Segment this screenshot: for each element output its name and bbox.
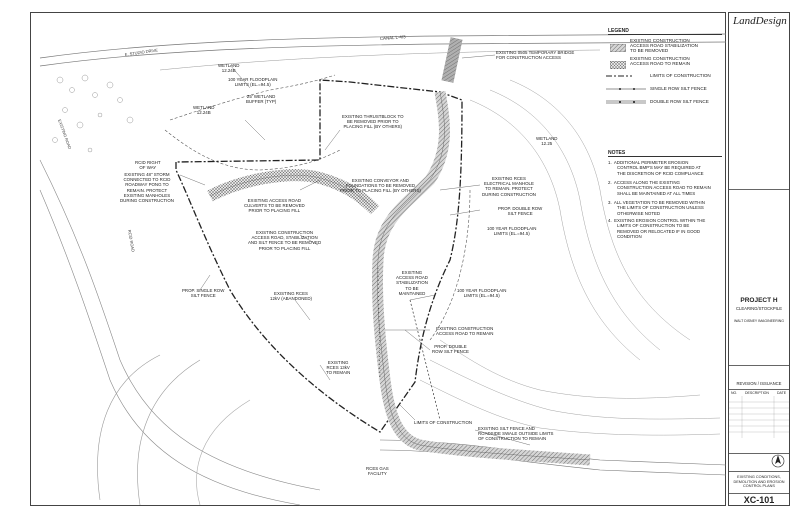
rcid-road-label: RCID ROAD (127, 229, 136, 253)
callout-thrustblock (342, 114, 403, 130)
legend-item-1-line-2: ACCESS ROAD STABILIZATION (630, 43, 698, 48)
callout-floodplain-2 (487, 226, 536, 236)
callout-manhole-line-1: EXISTING RCES (491, 176, 526, 181)
legend-rule (608, 34, 722, 35)
callout-culverts-line-1: EXISTING ACCESS ROAD (247, 198, 302, 203)
note-3-line-1: ALL VEGETATION TO BE REMOVED WITHIN (613, 200, 705, 205)
callout-thrustblock-line-3: PLACING FILL (BY OTHERS) (343, 124, 403, 130)
client-name: WALT DISNEY IMAGINEERING (733, 319, 785, 323)
callout-storm (120, 172, 174, 203)
callout-access-maintain-line-4: TO BE (405, 285, 419, 291)
callout-double-fence-2 (432, 344, 469, 354)
callout-floodplain-1 (228, 77, 277, 87)
callout-rces-abandoned (270, 291, 312, 301)
callout-access-maintain-line-1: EXISTING (401, 270, 423, 275)
sheet-title-line-1: EXISTING CONDITIONS, (737, 475, 781, 479)
callout-manhole (482, 176, 536, 197)
callout-double-fence-2-line-1: PROP. DOUBLE (434, 344, 467, 349)
ramp-curve-1 (98, 355, 161, 500)
callout-silt-swale-line-2: ROADSIDE SWALE OUTSIDE LIMITS (478, 431, 554, 437)
note-2-line-1: ACCESS ALONG THE EXISTING (613, 180, 680, 185)
dash-line-icon (606, 73, 632, 79)
callout-access-remain-line-2: ACCESS ROAD TO REMAIN (436, 331, 494, 337)
callout-wetland-3-line-2: 12.25 (541, 141, 553, 147)
legend-heading: LEGEND (608, 28, 629, 34)
callout-wetland-2-line-2: 12.24B (196, 110, 211, 116)
callout-access-maintain (396, 270, 428, 296)
callout-rces-abandoned-line-2: 12kV (ABANDONED) (270, 296, 312, 302)
callout-manhole-line-4: DURING CONSTRUCTION (482, 191, 536, 197)
callout-single-fence (182, 288, 224, 298)
callout-single-fence-line-2: SILT FENCE (190, 293, 216, 299)
callout-wetland-buffer (246, 94, 276, 104)
callout-stabilization-line-1: EXISTING CONSTRUCTION (256, 230, 314, 235)
callout-bridge-line-1: EXISTING 0505 TEMPORARY BRIDGE (496, 50, 575, 55)
wetland-buffer-line (165, 130, 340, 170)
callout-floodplain-1-line-2: LIMITS (EL.=94.5) (234, 82, 271, 88)
callout-stabilization-line-3: AND SILT FENCE TO BE REMOVED (248, 240, 322, 246)
title-block (728, 12, 790, 506)
note-4-line-2: LIMITS OF CONSTRUCTION TO BE (617, 223, 690, 229)
callout-bridge-line-2: FOR CONSTRUCTION ACCESS (496, 55, 561, 61)
note-2 (608, 180, 726, 196)
single-fence-icon (606, 86, 646, 92)
callout-access-remain-line-1: EXISTING CONSTRUCTION (436, 326, 494, 331)
rev-col-description: DESCRIPTION (745, 391, 769, 395)
callout-gas-line-1: RCES GAS (366, 466, 389, 471)
callout-access-remain (436, 326, 493, 336)
callout-floodplain-3-line-2: LIMITS (EL.=94.5) (463, 293, 500, 299)
callout-single-fence-line-1: PROP. SINGLE ROW (182, 288, 225, 293)
rev-col-date: DATE (777, 391, 787, 395)
callout-double-fence-1 (498, 206, 542, 216)
callout-silt-swale (478, 426, 553, 442)
note-3-line-3: OTHERWISE NOTED (617, 210, 661, 216)
legend-item-2 (630, 56, 690, 66)
callout-rcid-row-line-1: RCID RIGHT (135, 160, 161, 165)
callout-manhole-line-2: ELECTRICAL MANHOLE (484, 181, 534, 187)
company-logo: LandDesign (733, 15, 787, 27)
contour-lines (420, 80, 720, 435)
tb-divider-2 (729, 365, 789, 366)
project-name: PROJECT H (740, 297, 778, 304)
callout-wetland-3-line-1: WETLAND (536, 136, 558, 141)
callout-thrustblock-line-1: EXISTING THRUSTBLOCK TO (342, 114, 404, 119)
callout-floodplain-2-line-1: 100 YEAR FLOODPLAIN (487, 226, 537, 231)
canal-label: CANAL L-4/3 (379, 34, 406, 41)
callout-bridge (496, 50, 574, 60)
callout-double-fence-1-line-1: PROP. DOUBLE ROW (498, 206, 543, 211)
callout-storm-line-4: REMAIN. PROTECT (126, 187, 168, 193)
dot-swatch-icon (610, 56, 626, 64)
callout-wetland-1 (218, 63, 239, 73)
callout-gas (366, 466, 389, 476)
callout-access-maintain-line-3: STABILIZATION (396, 280, 428, 286)
callout-storm-line-3: ROADWAY PONG TO (125, 182, 169, 188)
note-1 (608, 160, 726, 176)
notes-rule (608, 156, 722, 157)
double-fence-icon (606, 99, 646, 105)
callout-manhole-line-3: TO REMAIN. PROTECT (485, 186, 533, 192)
note-4-line-4: CONDITION (617, 234, 642, 240)
legend-item-1-line-3: TO BE REMOVED (630, 48, 669, 53)
callout-rces-remain-line-3: TO REMAIN (326, 370, 351, 376)
sheet-title (729, 475, 789, 489)
callout-double-fence-2-line-2: ROW SILT FENCE (432, 349, 469, 355)
note-4 (608, 218, 726, 240)
note-3-number: 3. (608, 200, 612, 205)
tb-divider-5 (729, 471, 789, 472)
callout-rces-remain (326, 360, 350, 376)
project-subtitle: CLEARING/STOCKPILE (736, 306, 782, 311)
legend-item-1 (630, 38, 698, 53)
tb-divider-1 (729, 189, 789, 190)
note-1-line-3: THE DISCRETION OF RCID COMPLIANCE (617, 170, 704, 176)
callout-wetland-buffer-line-2: BUFFER (TYP) (246, 99, 277, 105)
callout-stabilization-line-4: PRIOR TO PLACING FILL (258, 245, 311, 251)
callout-storm-line-1: EXISTING 48" STORM (124, 172, 170, 177)
callout-loc: LIMITS OF CONSTRUCTION (414, 420, 473, 425)
note-1-line-2: CONTROL BMP'S MAY BE REQUIRED AT (617, 165, 701, 171)
double-silt-fence (410, 300, 440, 420)
callout-storm-line-6: DURING CONSTRUCTION (120, 198, 174, 204)
note-4-number: 4. (608, 218, 612, 223)
callout-wetland-2-line-1: WETLAND (193, 105, 215, 110)
callout-floodplain-1-line-1: 100 YEAR FLOODPLAIN (228, 77, 278, 82)
callout-culverts-line-3: PRIOR TO PLACING FILL (248, 208, 301, 214)
callout-wetland-1-line-1: WETLAND (218, 63, 240, 68)
note-2-number: 2. (608, 180, 612, 185)
limits-of-construction (176, 80, 462, 432)
callout-storm-line-5: EXISTING MANHOLES (123, 192, 171, 198)
callout-rces-remain-line-2: RCES 13kV (326, 365, 350, 371)
callout-double-fence-1-line-2: SILT FENCE (507, 211, 533, 217)
callout-access-maintain-line-2: ACCESS ROAD (396, 275, 428, 281)
revision-heading: REVISION / ISSUANCE (736, 381, 782, 386)
callout-conveyor-line-1: EXISTING CONVEYOR AND (351, 178, 409, 183)
tb-divider-3 (729, 389, 789, 390)
callout-rces-remain-line-1: EXISTING (327, 360, 349, 365)
legend-item-1-line-1: EXISTING CONSTRUCTION (630, 38, 690, 43)
callout-conveyor-line-3: PRIOR TO PLACING FILL (BY OTHERS) (340, 188, 421, 194)
note-2-line-2: CONSTRUCTION ACCESS ROAD TO REMAIN (617, 185, 711, 191)
note-3 (608, 200, 726, 216)
note-3-line-2: THE LIMITS OF CONSTRUCTION UNLESS (617, 205, 704, 211)
north-arrow-icon (771, 454, 785, 468)
callout-floodplain-3 (457, 288, 506, 298)
callout-gas-line-2: FACILITY (367, 471, 387, 477)
notes-heading: NOTES (608, 150, 626, 156)
revision-grid (729, 396, 789, 440)
callout-rces-abandoned-line-1: EXISTING RCES (274, 291, 308, 296)
callout-silt-swale-line-1: EXISTING SILT FENCE AND (478, 426, 535, 431)
ramp-curve-2 (138, 360, 201, 505)
note-1-line-1: ADDITIONAL PERIMETER EROSION (613, 160, 689, 165)
callout-culverts-line-2: CULVERTS TO BE REMOVED (244, 203, 305, 209)
note-2-line-3: SHALL BE MAINTAINED AT ALL TIMES (617, 190, 696, 196)
callout-floodplain-2-line-2: LIMITS (EL.=94.5) (493, 231, 530, 237)
legend-item-4: SINGLE ROW SILT FENCE (650, 86, 707, 91)
sheet-title-line-2: DEMOLITION AND EROSION (733, 479, 785, 484)
note-4-line-3: REMOVED OR RELOCATED IF IN GOOD (617, 228, 701, 234)
callout-rcid-row (135, 160, 161, 170)
sheet-number: XC-101 (743, 495, 775, 505)
callout-access-maintain-line-5: MAINTAINED (398, 290, 426, 296)
callout-storm-line-2: CONNECTED TO RCID (123, 177, 171, 183)
callout-rcid-row-line-2: OF WAY (139, 165, 157, 171)
callout-wetland-3 (536, 136, 557, 146)
tb-divider-6 (729, 493, 789, 494)
callout-thrustblock-line-2: BE REMOVED PRIOR TO (346, 119, 399, 125)
callout-floodplain-3-line-1: 100 YEAR FLOODPLAIN (457, 288, 507, 293)
callout-stabilization (248, 230, 321, 251)
hatch-swatch-icon (610, 39, 626, 47)
studio-drive-label: E. STUDIO DRIVE (124, 47, 159, 57)
note-1-number: 1. (608, 160, 612, 165)
callout-silt-swale-line-3: OF CONSTRUCTION TO REMAIN (478, 436, 547, 442)
legend-item-2-line-2: ACCESS ROAD TO REMAIN (630, 61, 691, 66)
road-label-left: EXISTING ROAD (57, 118, 73, 150)
legend-item-2-line-1: EXISTING CONSTRUCTION (630, 56, 690, 61)
sheet-title-line-3: CONTROL PLANS (743, 484, 775, 489)
legend-item-5: DOUBLE ROW SILT FENCE (650, 99, 709, 104)
callout-conveyor-line-2: FOUNDATIONS TO BE REMOVED (345, 183, 416, 189)
note-4-line-1: EXISTING EROSION CONTROL WITHIN THE (614, 218, 706, 223)
callout-conveyor (340, 178, 421, 194)
callout-wetland-buffer-line-1: 25' WETLAND (246, 94, 276, 99)
rev-col-no: NO. (731, 391, 738, 395)
callout-wetland-2 (193, 105, 214, 115)
callout-culverts (244, 198, 305, 214)
callout-stabilization-line-2: ACCESS ROAD, STABILIZATION (251, 235, 318, 241)
legend-item-3: LIMITS OF CONSTRUCTION (650, 73, 711, 78)
callout-wetland-1-line-2: 12.24B (221, 68, 236, 74)
